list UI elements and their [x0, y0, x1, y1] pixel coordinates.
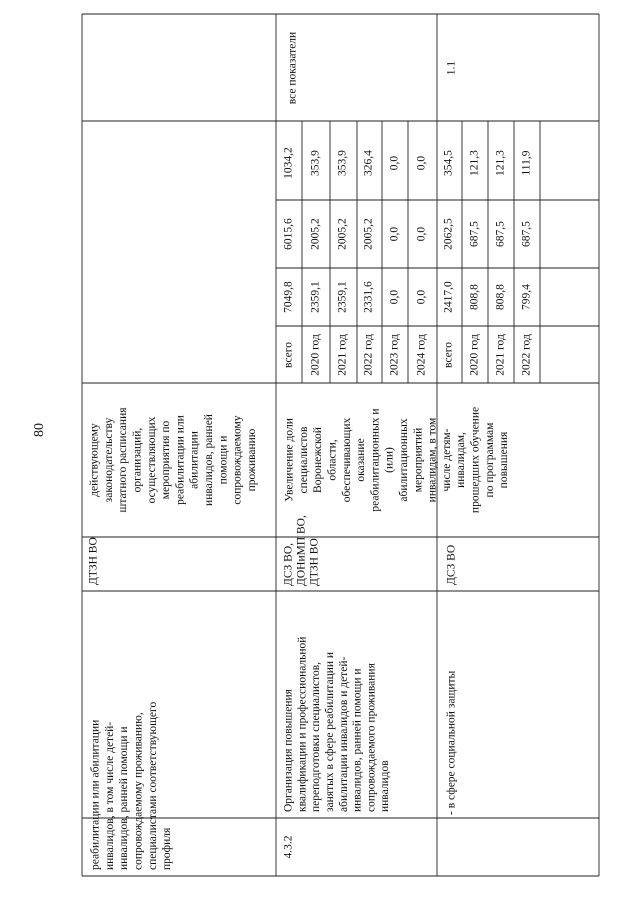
item-result: оказание: [355, 438, 368, 482]
first-row-indicator: все показатели: [286, 31, 299, 105]
table-cell-c3: 1034,2: [282, 147, 295, 179]
table-cell-total: 0,0: [415, 289, 428, 305]
table-cell-c2: 6015,6: [282, 218, 295, 250]
table-cell-c3: 121,3: [494, 150, 507, 176]
first-row-result: мероприятия по: [160, 420, 173, 500]
table-cell-total: 799,4: [520, 284, 533, 310]
item-description: квалификации и профессиональной: [296, 636, 309, 812]
first-row-result: осуществляющих: [145, 416, 158, 504]
first-row-result: организаций,: [131, 427, 144, 493]
item-description: Организация повышения: [282, 689, 295, 812]
item-result: (или): [383, 447, 396, 473]
table-cell-period: 2020 год: [468, 334, 481, 376]
table-cell-c3: 326,4: [362, 150, 375, 176]
table-cell-total: 808,8: [494, 284, 507, 310]
table-cell-c3: 121,3: [468, 150, 481, 176]
table-cell-c3: 0,0: [388, 155, 401, 171]
item-result: повышения: [498, 431, 511, 489]
table-cell-period: 2021 год: [336, 334, 349, 376]
item-result: числе детям-: [440, 428, 453, 492]
sub-item-indicator: 1.1: [445, 60, 458, 76]
table-cell-period: всего: [282, 342, 295, 368]
item-number: 4.3.2: [282, 835, 295, 859]
item-result: инвалидам, в том: [426, 417, 439, 503]
table-cell-c2: 687,5: [494, 221, 507, 247]
table-cell-period: всего: [442, 342, 455, 368]
item-description: инвалидов, ранней помощи и: [351, 668, 364, 812]
table-cell-c2: 2005,2: [309, 218, 322, 250]
item-result: мероприятий: [412, 427, 425, 493]
first-row-description: специалистами соответствующего: [146, 701, 159, 870]
item-result: области,: [326, 439, 339, 481]
table-cell-total: 808,8: [468, 284, 481, 310]
table-cell-c3: 353,9: [309, 150, 322, 176]
table-cell-c2: 2062,5: [442, 218, 455, 250]
item-result: реабилитационных и: [369, 408, 382, 512]
item-description: сопровождаемого проживания: [365, 663, 378, 812]
first-row-description: реабилитации или абилитации: [89, 719, 102, 870]
table-cell-c2: 0,0: [388, 226, 401, 242]
item-result: специалистов: [297, 426, 310, 494]
first-row-result: проживанию: [245, 428, 258, 492]
item-result: обеспечивающих: [340, 417, 353, 503]
first-row-result: реабилитации или: [174, 415, 187, 505]
item-result: инвалидам,: [455, 432, 468, 488]
item-result: Воронежской: [312, 427, 325, 493]
table-cell-period: 2021 год: [494, 334, 507, 376]
item-executor: ДТЗН ВО: [308, 538, 321, 586]
table-cell-total: 7049,8: [282, 281, 295, 313]
table-cell-total: 2417,0: [442, 281, 455, 313]
first-row-executor: ДТЗН ВО: [87, 537, 100, 585]
table-cell-c2: 2005,2: [362, 218, 375, 250]
item-description: занятых в сфере реабилитации и: [324, 651, 337, 812]
first-row-result: штатного расписания: [117, 407, 130, 513]
table-cell-c3: 353,9: [336, 150, 349, 176]
table-cell-c2: 687,5: [520, 221, 533, 247]
table-cell-c3: 111,9: [520, 150, 533, 176]
first-row-description: инвалидов, в том числе детей-: [103, 721, 116, 870]
item-description: инвалидов: [379, 760, 392, 812]
item-description: абилитации инвалидов и детей-: [337, 656, 350, 812]
table-cell-total: 2359,1: [309, 281, 322, 313]
table-cell-period: 2024 год: [415, 334, 428, 376]
table-cell-period: 2022 год: [520, 334, 533, 376]
page-number: 80: [32, 423, 47, 437]
table-cell-total: 2331,6: [362, 281, 375, 313]
item-result: прошедших обучение: [469, 406, 482, 514]
table-text: [88, 32, 533, 870]
table-cell-period: 2020 год: [309, 334, 322, 376]
item-description: переподготовки специалистов,: [310, 661, 323, 812]
table-cell-period: 2023 год: [388, 334, 401, 376]
sub-item-executor: ДСЗ ВО: [445, 544, 458, 585]
table-cell-c2: 0,0: [415, 226, 428, 242]
first-row-result: действующему: [88, 423, 101, 497]
first-row-result: абилитации: [188, 431, 201, 489]
table-cell-c2: 2005,2: [336, 218, 349, 250]
first-row-result: сопровождаемому: [231, 415, 244, 505]
first-row-description: сопровождаемому проживанию,: [132, 712, 145, 870]
table-cell-c3: 354,5: [442, 150, 455, 176]
table-cell-total: 2359,1: [336, 281, 349, 313]
table-cell-total: 0,0: [388, 289, 401, 305]
first-row-description: инвалидов, ранней помощи и: [118, 726, 131, 870]
table-cell-period: 2022 год: [362, 334, 375, 376]
item-executor: ДСЗ ВО,: [282, 542, 295, 586]
first-row-result: помощи и: [217, 435, 230, 485]
table-cell-c3: 0,0: [415, 155, 428, 171]
first-row-result: законодательству: [102, 417, 115, 503]
first-row-description: профиля: [161, 827, 174, 870]
first-row-result: инвалидов, ранней: [203, 414, 216, 506]
item-result: Увеличение доли: [283, 418, 296, 502]
sub-item-label: - в сфере социальной защиты: [445, 670, 458, 815]
item-executor: ДОНиМП ВО,: [295, 515, 308, 586]
item-result: по программам: [483, 422, 496, 498]
item-result: абилитационных: [398, 418, 411, 502]
table-cell-c2: 687,5: [468, 221, 481, 247]
